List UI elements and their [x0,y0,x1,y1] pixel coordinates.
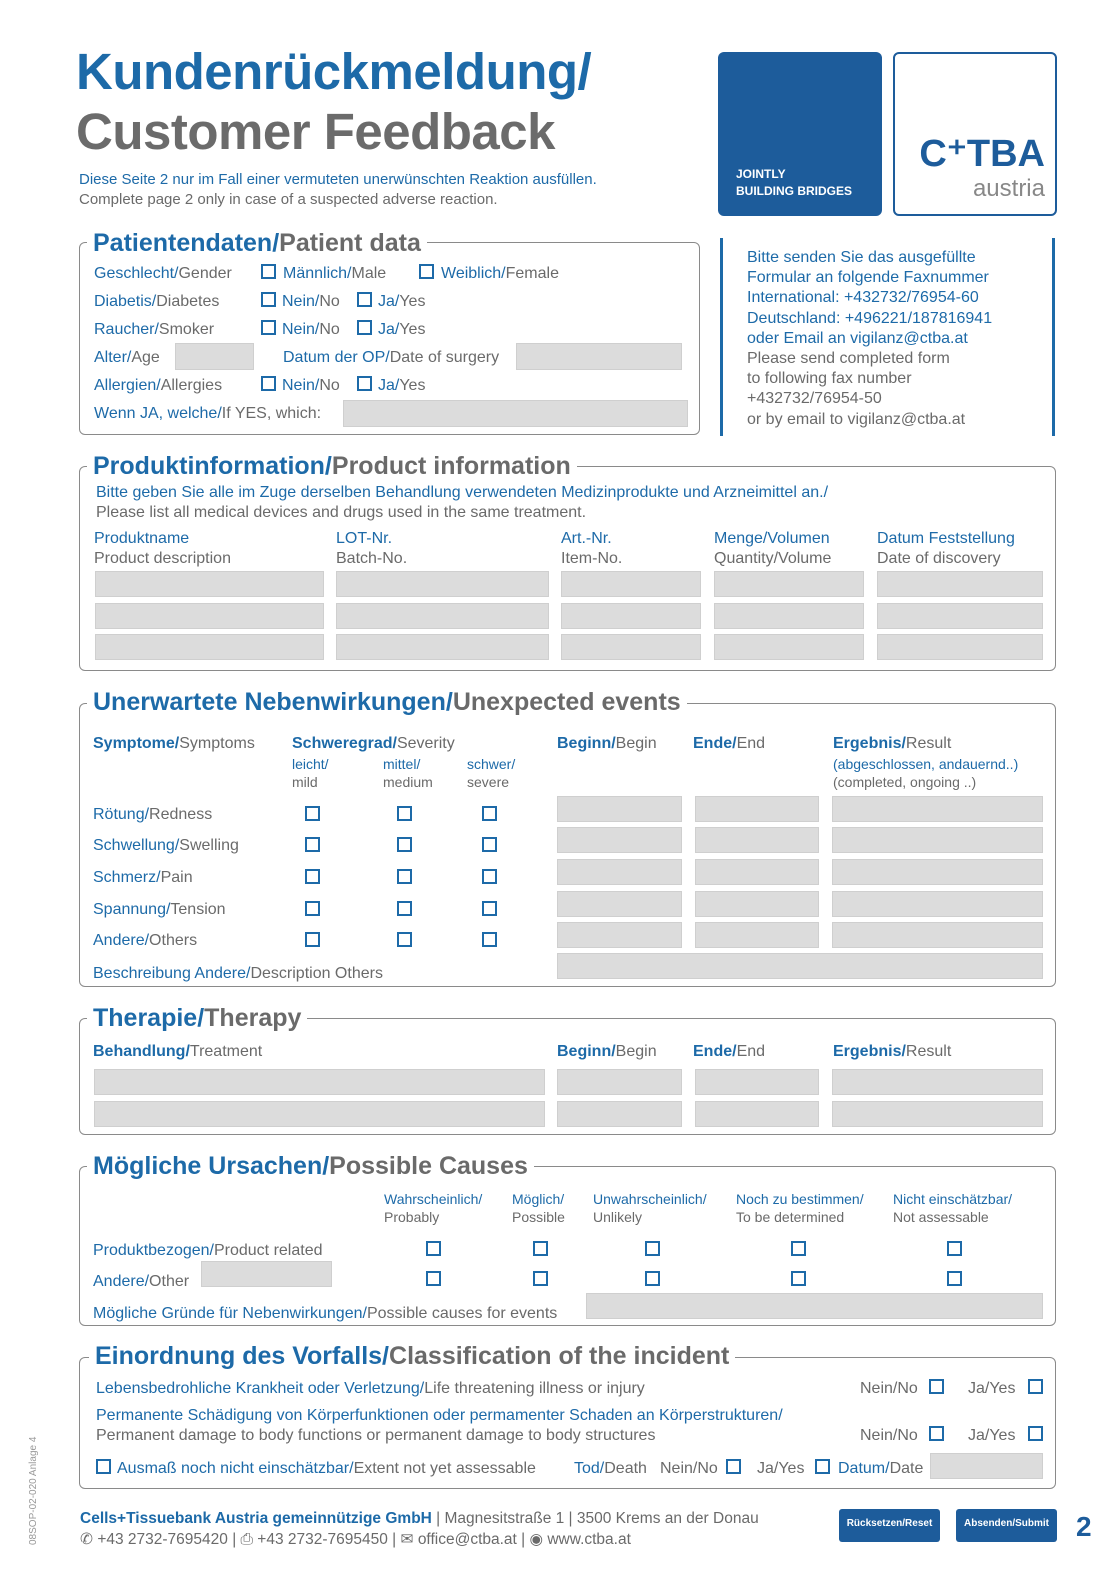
title-en: Customer Feedback [76,103,555,160]
product-row1-col4-field[interactable] [714,571,864,597]
life-threatening-yes-checkbox[interactable] [1028,1379,1043,1394]
description-others-field[interactable] [557,953,1043,979]
smoker-no-checkbox[interactable] [261,320,276,335]
cause-row2-col3-checkbox[interactable] [645,1271,660,1286]
product-row2-col4-field[interactable] [714,603,864,629]
causes-title: Mögliche Ursachen/Possible Causes [87,1151,534,1181]
submit-button[interactable]: Absenden/Submit [956,1509,1057,1542]
fax-icon: ⎙ [240,1531,253,1548]
product-row3-col1-field[interactable] [95,634,324,660]
logo-sub: austria [972,175,1045,202]
severity-checkbox-mild[interactable] [305,932,320,947]
symptom-label: Schmerz/Pain [93,869,193,886]
product-title: Produktinformation/Product information [87,451,577,481]
fax-info: Bitte senden Sie das ausgefüllte Formular an folgende Faxnummer International: +432732/76954-60 Deutschland: +496221/187816941 oder Email an vigilanz@ctba.at Please send completed form to following fax number +432732/76954-50 or by email to vigilanz@ctba.at [747,249,993,428]
footer-address: Cells+Tissuebank Austria gemeinnützige GmbH | Magnesitstraße 1 | 3500 Krems an der Donau [80,1510,759,1527]
severity-checkbox-severe[interactable] [482,837,497,852]
event-result-field[interactable] [832,859,1043,885]
extent-not-assessable-checkbox[interactable] [96,1459,111,1474]
allergies-yes-checkbox[interactable] [357,376,372,391]
event-begin-field[interactable] [557,891,682,917]
product-row1-col3-field[interactable] [561,571,701,597]
document-code: 08SOP-02-020 Anlage 4 [28,1436,39,1545]
event-begin-field[interactable] [557,922,682,948]
therapy-title: Therapie/Therapy [87,1003,307,1033]
therapy-row1-begin-field[interactable] [557,1069,682,1095]
age-field[interactable] [175,343,254,370]
globe-icon: ◉ [529,1531,544,1548]
symptom-label: Rötung/Redness [93,806,213,823]
fax-bar-right [1052,238,1055,436]
product-row1-col5-field[interactable] [877,571,1043,597]
product-row2-col1-field[interactable] [95,603,324,629]
cause-row1-col4-checkbox[interactable] [791,1241,806,1256]
event-begin-field[interactable] [557,827,682,853]
smoker-yes-checkbox[interactable] [357,320,372,335]
product-row2-col3-field[interactable] [561,603,701,629]
classification-title: Einordnung des Vorfalls/Classification of the incident [89,1341,735,1371]
permanent-damage-no-checkbox[interactable] [929,1426,944,1441]
slogan: JOINTLY BUILDING BRIDGES [736,167,853,198]
cause-row1-col5-checkbox[interactable] [947,1241,962,1256]
product-row2-col5-field[interactable] [877,603,1043,629]
severity-checkbox-mild[interactable] [305,869,320,884]
therapy-row1-treatment-field[interactable] [94,1069,545,1095]
phone-icon: ✆ [80,1531,93,1548]
other-cause-field[interactable] [201,1261,332,1287]
symptom-label: Andere/Others [93,932,198,949]
severity-checkbox-severe[interactable] [482,869,497,884]
therapy-row2-begin-field[interactable] [557,1101,682,1127]
therapy-row1-result-field[interactable] [832,1069,1043,1095]
life-threatening-no-checkbox[interactable] [929,1379,944,1394]
events-title: Unerwartete Nebenwirkungen/Unexpected events [87,687,687,717]
diabetes-yes-checkbox[interactable] [357,292,372,307]
product-row3-col3-field[interactable] [561,634,701,660]
title-de: Kundenrückmeldung/ [76,43,592,100]
diabetes-no-checkbox[interactable] [261,292,276,307]
therapy-row2-end-field[interactable] [695,1101,819,1127]
product-row2-col2-field[interactable] [336,603,549,629]
patient-title: Patientendaten/Patient data [87,228,427,258]
allergies-no-checkbox[interactable] [261,376,276,391]
therapy-row2-result-field[interactable] [832,1101,1043,1127]
symptom-label: Schwellung/Swelling [93,837,239,854]
fax-bar-left [720,238,723,436]
severity-checkbox-mild[interactable] [305,837,320,852]
product-row3-col5-field[interactable] [877,634,1043,660]
event-begin-field[interactable] [557,859,682,885]
reset-button[interactable]: Rücksetzen/Reset [839,1509,940,1542]
severity-checkbox-severe[interactable] [482,932,497,947]
product-row3-col2-field[interactable] [336,634,549,660]
permanent-damage-yes-checkbox[interactable] [1028,1426,1043,1441]
event-end-field[interactable] [695,827,819,853]
death-no-checkbox[interactable] [726,1459,741,1474]
event-end-field[interactable] [695,891,819,917]
event-result-field[interactable] [832,891,1043,917]
symptom-label: Spannung/Tension [93,901,226,918]
therapy-row1-end-field[interactable] [695,1069,819,1095]
product-row1-col1-field[interactable] [95,571,324,597]
mail-icon: ✉ [400,1531,414,1548]
product-intro-de: Bitte geben Sie alle im Zuge derselben Behandlung verwendeten Medizinprodukte und Arzneimittel an./ [96,484,829,501]
severity-checkbox-mild[interactable] [305,901,320,916]
logo-slogan-box [718,52,882,216]
event-result-field[interactable] [832,922,1043,948]
cause-row2-col4-checkbox[interactable] [791,1271,806,1286]
event-begin-field[interactable] [557,796,682,822]
severity-checkbox-medium[interactable] [397,901,412,916]
product-row1-col2-field[interactable] [336,571,549,597]
allergies-which-field[interactable] [343,400,688,427]
male-checkbox[interactable] [261,264,276,279]
ctba-logo [893,52,1057,216]
cause-row2-col1-checkbox[interactable] [426,1271,441,1286]
severity-checkbox-medium[interactable] [397,806,412,821]
event-end-field[interactable] [695,796,819,822]
death-yes-checkbox[interactable] [815,1459,830,1474]
event-end-field[interactable] [695,922,819,948]
therapy-row2-treatment-field[interactable] [94,1101,545,1127]
cause-row2-col5-checkbox[interactable] [947,1271,962,1286]
death-date-field[interactable] [930,1453,1043,1479]
product-intro-en: Please list all medical devices and drugs used in the same treatment. [96,504,587,521]
possible-causes-field[interactable] [586,1293,1043,1319]
page-number: 2 [1076,1511,1092,1542]
female-checkbox[interactable] [419,264,434,279]
surgery-date-field[interactable] [516,343,682,370]
note-en: Complete page 2 only in case of a suspected adverse reaction. [79,191,498,208]
logo-brand: C⁺TBA [919,133,1045,175]
cause-row1-col2-checkbox[interactable] [533,1241,548,1256]
severity-checkbox-medium[interactable] [397,837,412,852]
event-result-field[interactable] [832,827,1043,853]
severity-checkbox-severe[interactable] [482,901,497,916]
cause-row1-col1-checkbox[interactable] [426,1241,441,1256]
footer-contact: ✆ +43 2732-7695420 | ⎙ +43 2732-7695450 | ✉ office@ctba.at | ◉ www.ctba.at [80,1531,631,1548]
severity-checkbox-severe[interactable] [482,806,497,821]
severity-checkbox-medium[interactable] [397,932,412,947]
severity-checkbox-medium[interactable] [397,869,412,884]
severity-checkbox-mild[interactable] [305,806,320,821]
product-row3-col4-field[interactable] [714,634,864,660]
note-de: Diese Seite 2 nur im Fall einer vermuteten unerwünschten Reaktion ausfüllen. [79,171,597,188]
cause-row2-col2-checkbox[interactable] [533,1271,548,1286]
event-end-field[interactable] [695,859,819,885]
cause-row1-col3-checkbox[interactable] [645,1241,660,1256]
event-result-field[interactable] [832,796,1043,822]
